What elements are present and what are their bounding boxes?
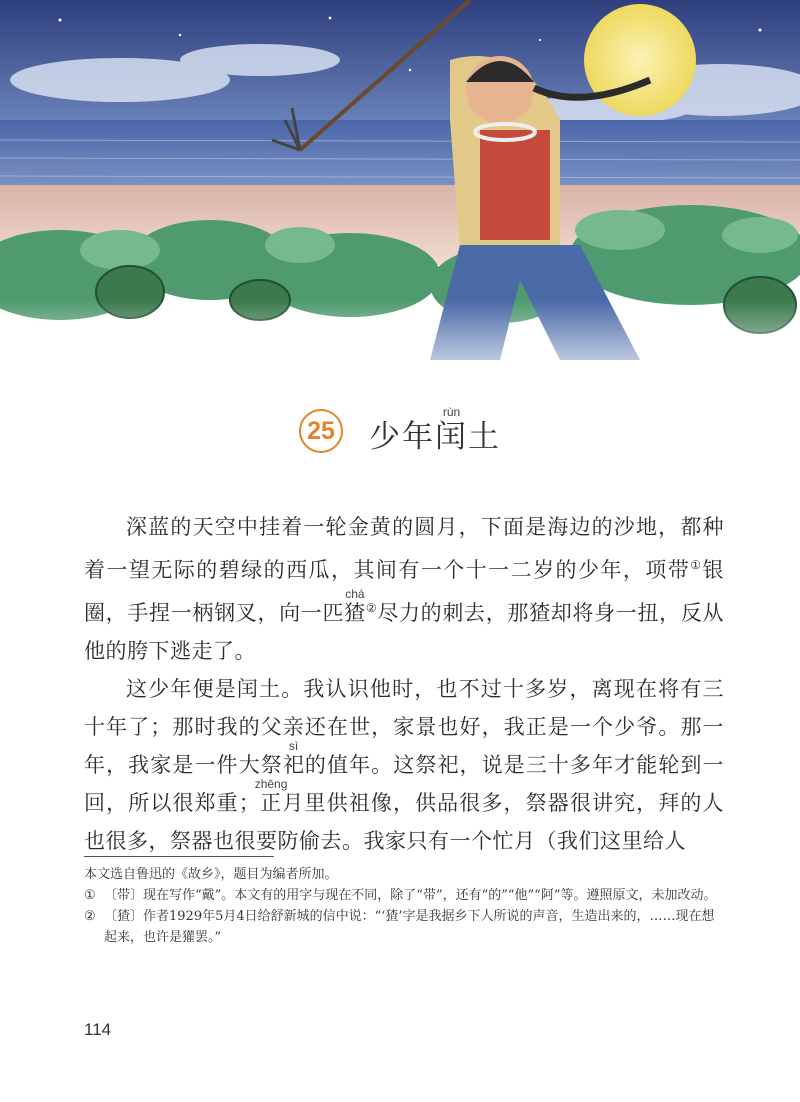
lesson-title-row: [0, 396, 800, 466]
runtu-night-scene-illustration: [0, 0, 800, 395]
text-run: 银圈，手捏一柄钢叉，向一匹: [84, 558, 724, 625]
footnote-text: 〔带〕现在写作“戴”。本文有的用字与现在不同，除了“带”，还有“的”“他”“阿”等。遵照原文，未加改动。: [104, 888, 717, 903]
ruby-cha: [344, 587, 366, 625]
ruby-base: 祀: [282, 753, 305, 777]
title-text-part: 少年: [369, 419, 435, 455]
text-run: 月里供祖像，供品很多，祭器很讲究，拜的人也很多，祭器也很要防偷去。我家只有一个忙月（我们这里给人: [84, 791, 724, 853]
red-vest: [480, 130, 550, 240]
footnote-text: 〔猹〕作者1929年5月4日给舒新城的信中说：“‘猹’字是我据乡下人所说的声音，生造出来的，……现在想起来，也许是獾罢。”: [104, 909, 715, 945]
footnote-ref-2[interactable]: ②: [365, 601, 378, 615]
pinyin-annotation: sì: [282, 739, 305, 753]
ruby-base: 正: [254, 791, 288, 815]
header-illustration: [0, 0, 800, 395]
ruby-zheng: [254, 777, 288, 815]
text-run: 的值年。这祭祀，说是三十多年才能轮到一回，所以很郑重；: [84, 753, 725, 815]
footnote-mark: ①: [84, 888, 96, 903]
text-run: 深蓝的天空中挂着一轮金黄的圆月，下面是海边的沙地，都种着一望无际的碧绿的西瓜，其间有一个十一二岁的少年，项带: [84, 515, 724, 582]
title-ruby-char: [435, 405, 468, 455]
full-moon: [584, 4, 696, 116]
ruby-base: 猹: [344, 601, 366, 625]
footnote-source: 本文选自鲁迅的《故乡》，题目为编者所加。: [84, 867, 338, 882]
lesson-title: [369, 406, 501, 456]
footnote-mark: ②: [84, 909, 96, 924]
sea: [0, 120, 800, 190]
footnotes: [84, 864, 724, 948]
footnote-1: [84, 885, 724, 906]
ruby-si: [282, 739, 305, 777]
text-run: 这少年便是闰土。我认识他时，也不过十多岁，离现在将有三十年了；那时我的父亲还在世，家景也好，我正是一个少爷。那一年，我家是一件大祭: [84, 677, 724, 777]
title-text-part: 土: [468, 419, 501, 455]
ruby-base: 闰: [435, 419, 468, 455]
footnote-divider: [84, 856, 274, 857]
footnote-ref-1[interactable]: ①: [690, 558, 703, 572]
pinyin-annotation: chá: [344, 587, 366, 601]
paragraph-2: [84, 670, 724, 860]
text-run: 尽力的刺去，那猹却将身一扭，反从他的胯下逃走了。: [84, 601, 725, 663]
page-number: 114: [84, 1020, 112, 1039]
body-text: [84, 508, 724, 860]
paragraph-1: [84, 508, 724, 670]
lesson-number-badge: 25: [299, 409, 343, 453]
footnote-2: [84, 906, 724, 948]
pinyin-annotation: rùn: [435, 405, 468, 419]
pinyin-annotation: zhēng: [254, 777, 288, 791]
